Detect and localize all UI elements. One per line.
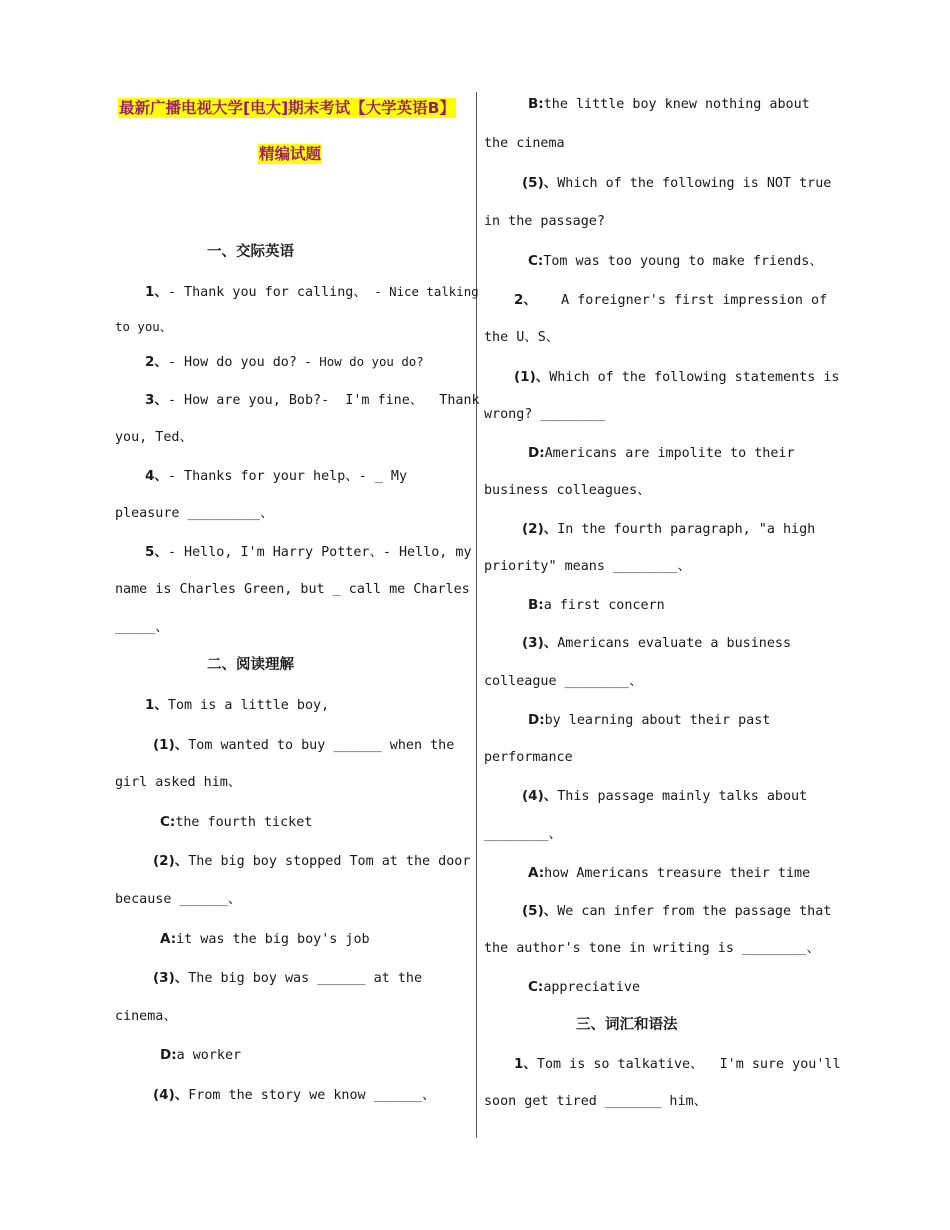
s2-q1-answer [160,812,312,833]
s2-q5-answer [528,251,823,272]
s2-q4-answer-line2: the cinema [484,136,565,151]
s2-q3-line1 [153,968,422,989]
section1-heading: 一、交际英语 [207,244,294,260]
s2-r5-answer [528,977,640,998]
s2-r3-line1 [522,633,791,654]
s2-q3-line2: cinema、 [115,1009,177,1024]
s2-q5-num: (5)、 [522,175,558,191]
s2-passage2-line2: the U、S、 [484,330,560,345]
s2-q5-answer-text: Tom was too young to make friends、 [543,254,823,269]
s1-q5-line3: _____、 [115,620,169,635]
document-title-line2: 精编试题 [259,145,322,163]
s2-q4-line1 [153,1085,435,1106]
s2-q3-text-a: The big boy was ______ at the [188,971,423,986]
s1-q4-num: 4、 [145,468,168,484]
s2-q2-answer [160,929,370,950]
s2-q5-answer-letter: C: [528,253,544,269]
s1-q3-line1 [145,390,480,411]
s1-q3-text-a: - How are you, Bob?- I'm fine、 Thank [167,393,480,408]
s1-q5-line2: name is Charles Green, but _ call me Charles [115,582,470,597]
s2-r2-answer-text: a first concern [543,598,665,613]
s2-r2-text-a: In the fourth paragraph, "a high [557,522,816,537]
s2-q2-answer-text: it was the big boy's job [176,932,370,947]
s1-q2-line1 [145,352,424,373]
s2-p1-text: Tom is a little boy, [167,698,330,713]
s1-q4-line2: pleasure _________、 [115,506,274,521]
s2-r4-answer-letter: A: [528,865,545,881]
s2-q2-line1 [153,851,470,872]
s2-r4-line2: ________、 [484,827,562,842]
s2-r2-answer-letter: B: [528,597,544,613]
s2-p2-num: 2、 [514,292,537,308]
s2-q3-answer-letter: D: [160,1047,177,1063]
s2-r5-text-a: We can infer from the passage that [557,904,832,919]
s2-q1-answer-letter: C: [160,814,176,830]
s3-q1-text-a: Tom is so talkative、 I'm sure you'll [536,1057,841,1072]
s2-r3-text-a: Americans evaluate a business [557,636,792,651]
s2-q1-line2: girl asked him、 [115,775,242,790]
s2-q2-line2: because ______、 [115,892,242,907]
s1-q2-text-b: - How do you do? [304,354,424,369]
s1-q2-text-a: - How do you do? [167,355,297,370]
s2-r4-text-a: This passage mainly talks about [557,789,808,804]
s2-q1-num: (1)、 [153,737,189,753]
s1-q1-text-b: - Nice talking [374,284,479,299]
s2-r4-answer [528,863,810,884]
s2-r1-answer-line2: business colleagues、 [484,483,651,498]
s1-q4-text-a: - Thanks for your help、- _ My [167,469,408,484]
s2-p1-num: 1、 [145,697,168,713]
s2-r1-line2: wrong? ________ [484,407,605,422]
s1-q5-text-a: - Hello, I'm Harry Potter、- Hello, my [167,545,472,560]
s2-q1-text-a: Tom wanted to buy ______ when the [188,738,455,753]
s1-q1-num: 1、 [145,284,168,300]
s1-q2-num: 2、 [145,354,168,370]
s2-r2-line1 [522,519,815,540]
s2-q5-text-a: Which of the following is NOT true [557,176,832,191]
s1-q1-line1 [145,282,479,303]
s2-q3-answer-text: a worker [176,1048,242,1063]
s2-r3-answer-text: by learning about their past [544,713,771,728]
s2-q4-answer [528,94,810,115]
s2-q4-answer-text: the little boy knew nothing about [543,97,810,112]
s2-r3-num: (3)、 [522,635,558,651]
s2-r3-answer-line2: performance [484,750,573,765]
s2-q2-text-a: The big boy stopped Tom at the door [188,854,471,869]
s2-p2-text-a: A foreigner's first impression of [536,293,828,308]
s2-r4-answer-text: how Americans treasure their time [544,866,811,881]
s2-q2-num: (2)、 [153,853,189,869]
s1-q3-line2: you, Ted、 [115,430,193,445]
s2-passage1-line [145,695,329,716]
s2-r3-line2: colleague ________、 [484,674,643,689]
s1-q5-line1 [145,542,472,563]
s2-q5-line2: in the passage? [484,214,605,229]
s1-q1-line2: to you、 [115,319,173,334]
s1-q5-num: 5、 [145,544,168,560]
document-title-line1: 最新广播电视大学[电大]期末考试【大学英语B】 [119,99,455,117]
s2-r3-answer-letter: D: [528,712,545,728]
s2-passage2-line1 [514,290,827,311]
s2-q2-answer-letter: A: [160,931,177,947]
s2-r3-answer [528,710,770,731]
s2-q3-num: (3)、 [153,970,189,986]
s2-r1-num: (1)、 [514,369,550,385]
s2-r1-answer-letter: D: [528,445,545,461]
s3-q1-line2: soon get tired _______ him、 [484,1094,707,1109]
s2-r1-answer [528,443,795,464]
section2-heading: 二、阅读理解 [207,657,294,673]
s3-q1-line1 [514,1054,841,1075]
s1-q1-text-a: - Thank you for calling、 [167,285,367,300]
s2-r5-line2: the author's tone in writing is ________、 [484,941,820,956]
s2-r5-answer-letter: C: [528,979,544,995]
s2-q4-text-a: From the story we know ______、 [188,1088,436,1103]
s2-r4-line1 [522,786,807,807]
s2-q5-line1 [522,173,831,194]
s2-r1-line1 [514,367,839,388]
s2-r5-line1 [522,901,831,922]
s2-q3-answer [160,1045,241,1066]
column-divider [476,92,477,1138]
s2-r2-answer [528,595,665,616]
s2-q1-answer-text: the fourth ticket [175,815,313,830]
s2-r1-text-a: Which of the following statements is [549,370,840,385]
s2-r5-answer-text: appreciative [543,980,641,995]
s2-r5-num: (5)、 [522,903,558,919]
s2-r4-num: (4)、 [522,788,558,804]
s2-q4-answer-letter: B: [528,96,544,112]
s2-q4-num: (4)、 [153,1087,189,1103]
s2-q1-line1 [153,735,454,756]
s1-q3-num: 3、 [145,392,168,408]
section3-heading: 三、词汇和语法 [576,1017,678,1033]
s1-q4-line1 [145,466,407,487]
s3-q1-num: 1、 [514,1056,537,1072]
s2-r1-answer-text: Americans are impolite to their [544,446,795,461]
s2-r2-line2: priority" means ________、 [484,559,691,574]
s2-r2-num: (2)、 [522,521,558,537]
